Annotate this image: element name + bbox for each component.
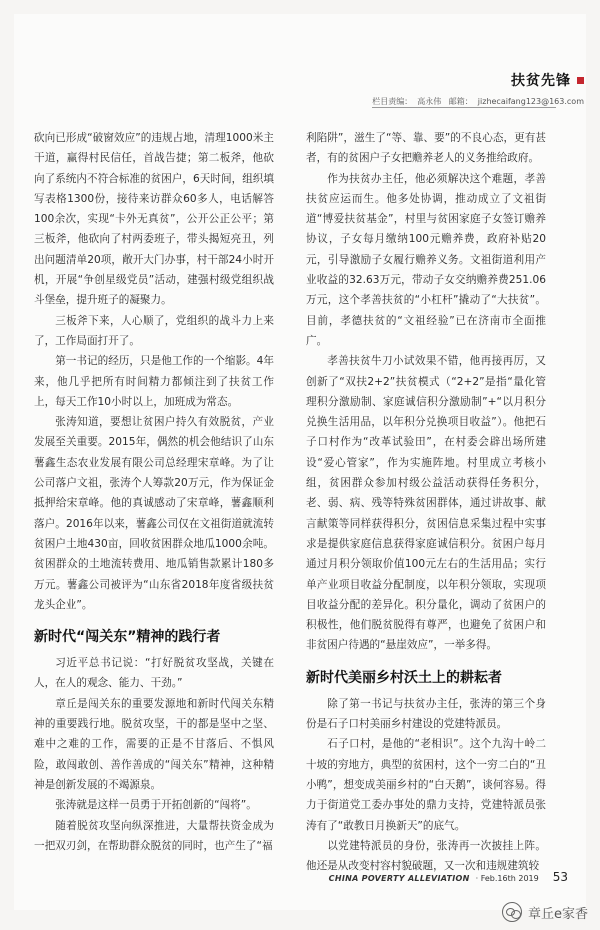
paragraph: 以党建特派员的身份，张涛再一次披挂上阵。他还是从改变村容村貌破题，又一次和违规建筑较 bbox=[306, 839, 546, 873]
paragraph: 利陷阱”，滋生了“等、靠、要”的不良心态，更有甚者，有的贫困户子女把赡养老人的义务推给政府。 bbox=[306, 132, 546, 165]
editor-info bbox=[367, 96, 584, 107]
left-column bbox=[34, 128, 274, 856]
paragraph: 张涛知道，要想让贫困户持久有效脱贫，产业发展至关重要。2015年，偶然的机会他结识了山东薯鑫生态农业发展有限公司总经理宋章峰。为了让公司落户文祖，张涛个人筹款20万元，作为保证金抵押给宋章峰。他的真诚感动了宋章峰，薯鑫顺利落户。2016年以来，薯鑫公司仅在文祖街道就流转贫困户土地430亩，回收贫困群众地瓜1000余吨。贫困群众的土地流转费用、地瓜销售款累计180多万元。薯鑫公司被评为“山东省2018年度省级扶贫龙头企业”。 bbox=[34, 416, 274, 611]
section-title: 扶贫先锋 bbox=[511, 73, 571, 89]
paragraph: 第一书记的经历，只是他工作的一个缩影。4年来，他几乎把所有时间精力都倾注到了扶贫工作上，每天工作10小时以上，加班成为常态。 bbox=[34, 355, 274, 408]
issue-date: · Feb.16th 2019 bbox=[475, 874, 539, 883]
section-title-row bbox=[367, 70, 584, 90]
paragraph: 孝善扶贫牛刀小试效果不错，他再接再厉，又创新了“双扶2+2”扶贫模式（“2+2”是指“量化管理积分激励制、家庭诚信积分激励制”+“以月积分兑换生活用品，以年积分兑换项目收益”）。他把石子口村作为“改革试验田”，在村委会辟出场所建设“爱心管家”，作为实施阵地。村里成立考核小组，贫困群众参加村级公益活动获得任务积分，老、弱、病、残等特殊贫困群体，通过讲故事、献言献策等同样获得积分，贫困信息采集过程中实事求是提供家庭信息获得家庭诚信积分。贫困户每月通过月积分领取价值100元左右的生活用品；实行单产业项目收益分配制度，以年积分领取，实现项目收益分配的差异化。积分量化，调动了贫困户的积极性，他们脱贫脱得有尊严，也避免了贫困户和非贫困户待遇的“悬崖效应”，一举多得。 bbox=[306, 355, 546, 652]
wechat-icon bbox=[502, 902, 522, 922]
paragraph: 随着脱贫攻坚向纵深推进，大量帮扶资金成为一把双刃剑，在帮助群众脱贫的同时，也产生了“福 bbox=[34, 819, 274, 852]
magazine-name: CHINA POVERTY ALLEVIATION bbox=[328, 874, 470, 883]
page-header bbox=[367, 70, 584, 107]
editor-label: 栏目责编： bbox=[372, 97, 413, 106]
paragraph: 除了第一书记与扶贫办主任，张涛的第三个身份是石子口村美丽乡村建设的党建特派员。 bbox=[306, 697, 546, 731]
right-column bbox=[306, 128, 546, 876]
editor-name: 高永伟 bbox=[417, 97, 442, 106]
quote-paragraph: 习近平总书记说：“打好脱贫攻坚战，关键在人，在人的观念、能力、干劲。” bbox=[34, 657, 274, 690]
paragraph: 章丘是闯关东的重要发源地和新时代闯关东精神的重要践行地。脱贫攻坚，干的都是坚中之坚、难中之难的工作，需要的正是不甘落后、不惧风险，敢闯敢创、善作善成的“闯关东”精神，这种精神是创新发展的不竭源泉。 bbox=[34, 697, 274, 791]
paragraph: 砍向已形成“破窗效应”的违规占地，清理1000米主干道，赢得村民信任，首战告捷；第二板斧，他砍向了系统内不符合标准的贫困户，6天时间，组织填写表格1300份，接待来访群众60多人，电话解答100余次，实现“卡外无真贫”，公开公正公平；第三板斧，他砍向了村两委班子，带头揭短亮丑，列出问题清单20项，敞开大门办事，村干部24小时开机，开展“争创星级党员”活动，建强村级党组织战斗堡垒，提升班子的凝聚力。 bbox=[34, 132, 274, 307]
watermark bbox=[502, 902, 588, 922]
paragraph: 三板斧下来，人心顺了，党组织的战斗力上来了，工作局面打开了。 bbox=[34, 314, 274, 347]
paragraph: 石子口村，是他的“老相识”。这个九沟十岭二十坡的穷地方，典型的贫困村，这个一穷二白的“丑小鸭”，想变成美丽乡村的“白天鹅”，谈何容易。得力于街道党工委办事处的鼎力支持，党建特派员张涛有了“敢教日月换新天”的底气。 bbox=[306, 738, 546, 832]
paragraph: 张涛就是这样一员勇于开拓创新的“闯将”。 bbox=[55, 799, 257, 812]
section-heading: 新时代“闯关东”精神的践行者 bbox=[34, 629, 221, 646]
page-footer bbox=[329, 870, 568, 884]
email-address: jizhecaifang123@163.com bbox=[477, 97, 584, 106]
paragraph: 作为扶贫办主任，他必须解决这个难题，孝善扶贫应运而生。他多处协调，推动成立了文祖街道“博爱扶贫基金”，村里与贫困家庭子女签订赡养协议，子女每月缴纳100元赡养费，政府补贴20元，引导激励子女履行赡养义务。文祖街道利用产业收益的32.63万元，带动子女交纳赡养费251.06万元，这个孝善扶贫的“小杠杆”撬动了“大扶贫”。目前，孝德扶贫的“文祖经验”已在济南市全面推广。 bbox=[306, 172, 546, 347]
page-number: 53 bbox=[552, 870, 568, 884]
email-label: 邮箱： bbox=[448, 97, 473, 106]
section-heading: 新时代美丽乡村沃土上的耕耘者 bbox=[306, 669, 502, 686]
header-divider bbox=[372, 107, 556, 108]
red-square-icon bbox=[577, 77, 584, 84]
watermark-text: 章丘e家香 bbox=[528, 906, 588, 922]
